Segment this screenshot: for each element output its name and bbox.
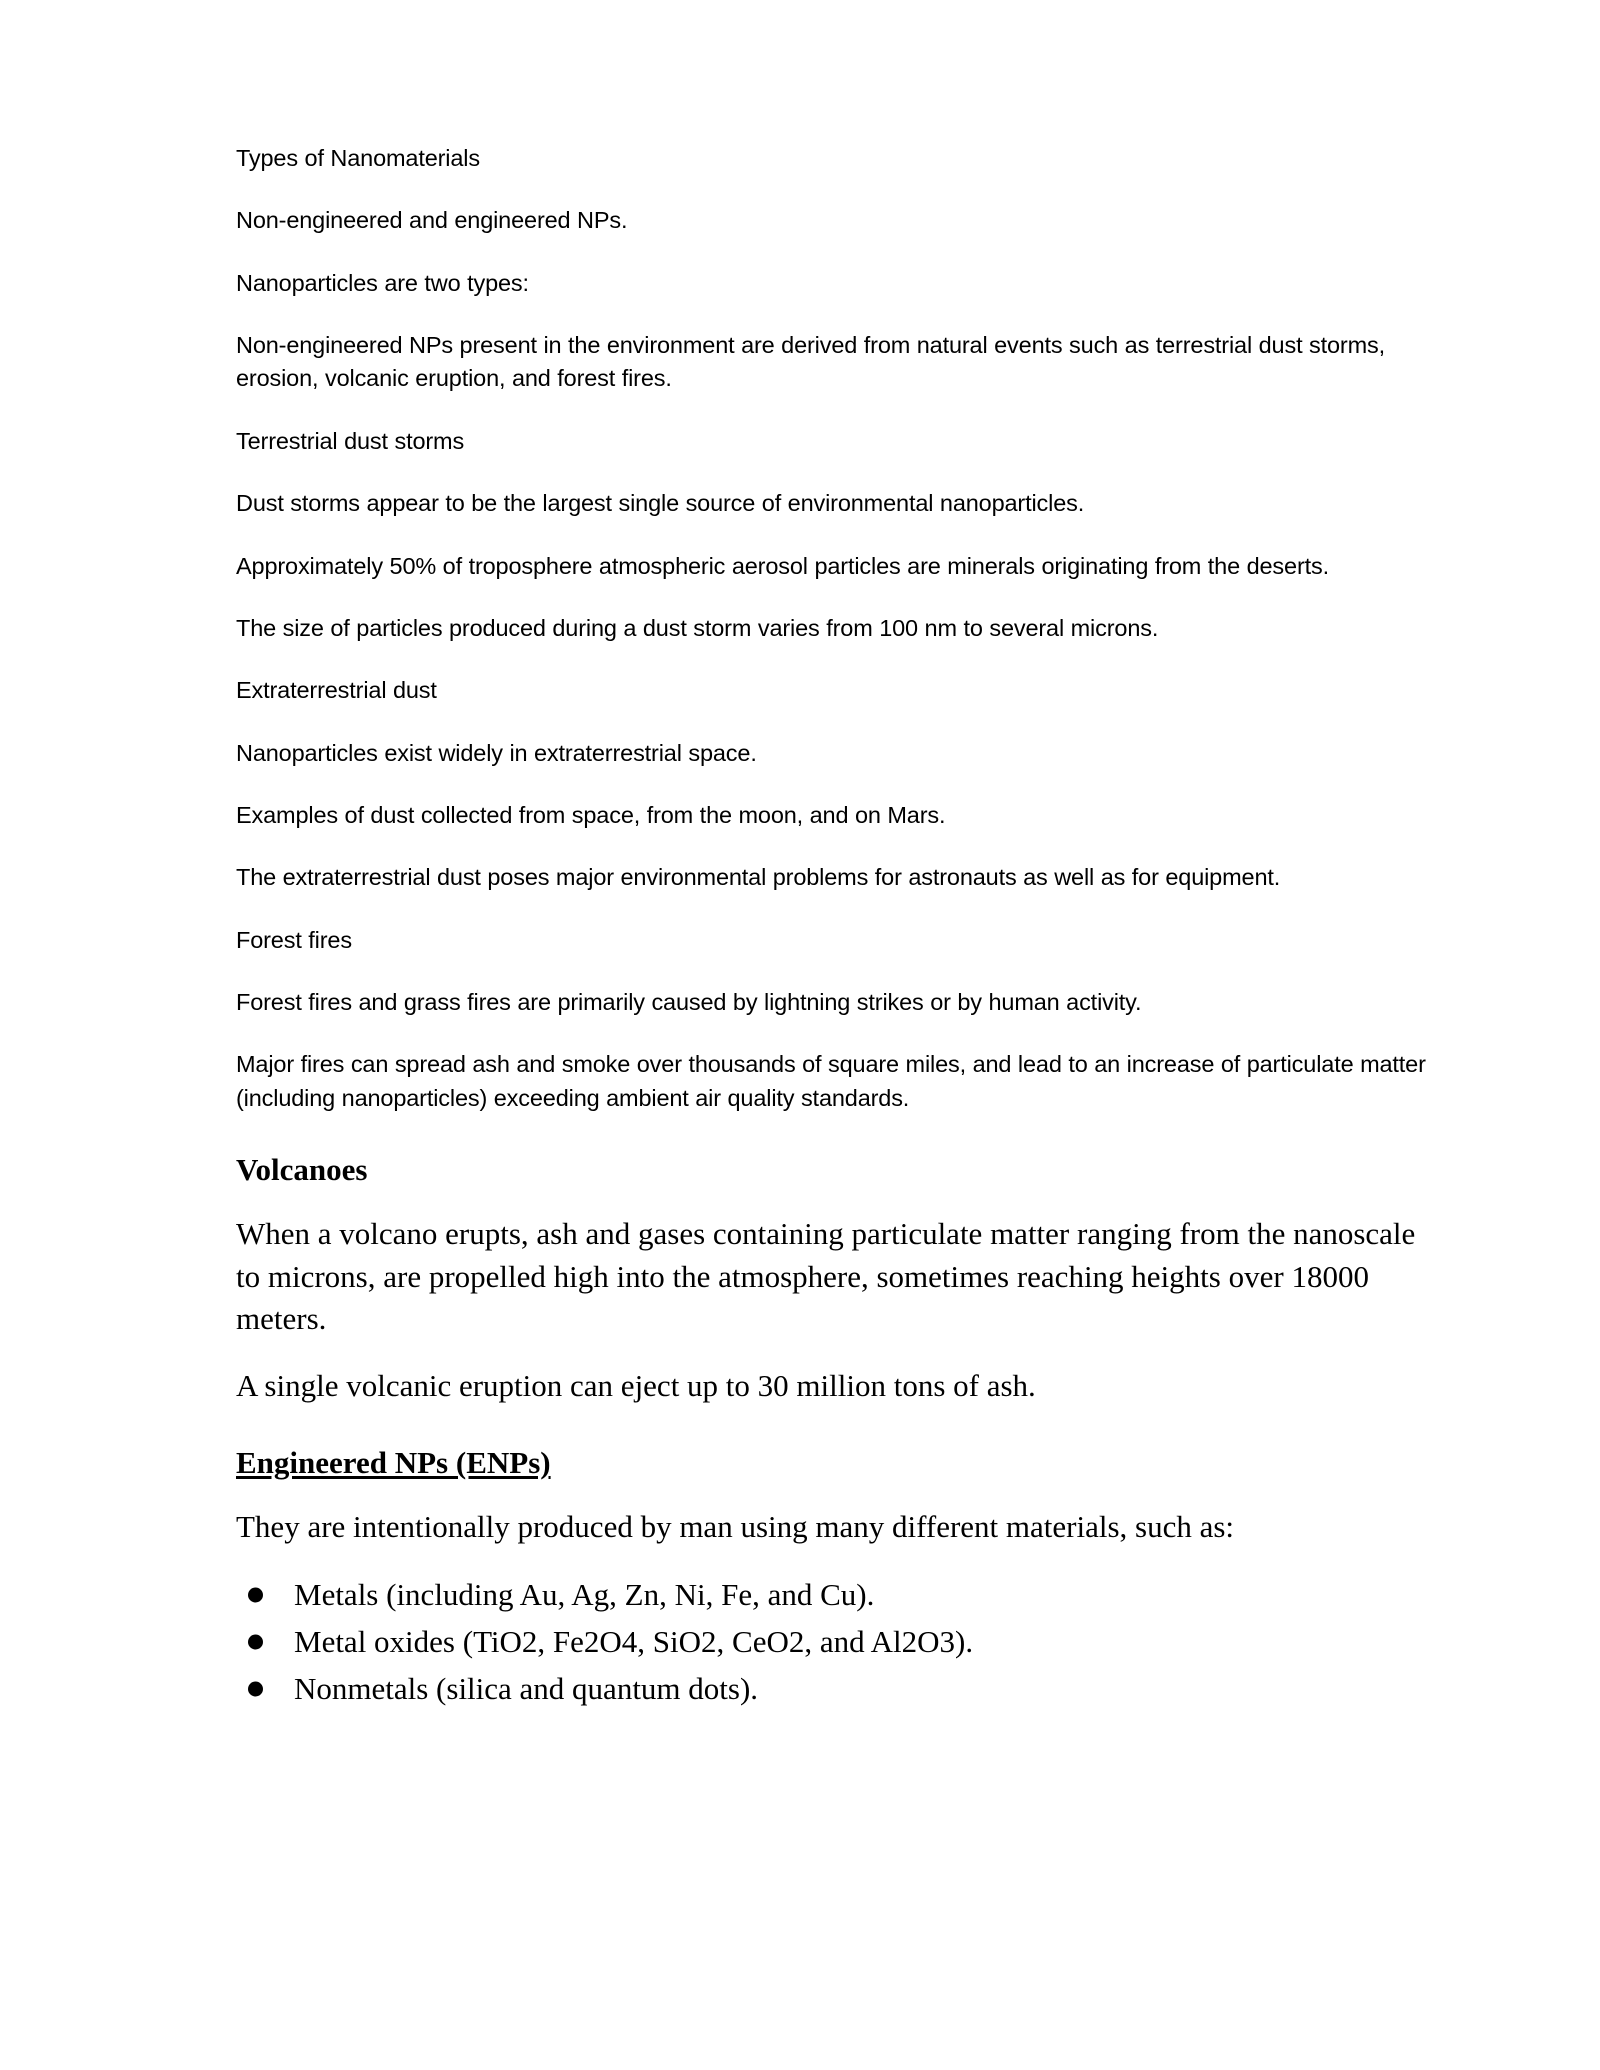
heading-engineered-nps: Engineered NPs (ENPs) (236, 1444, 551, 1480)
paragraph-nanoparticles-two-types: Nanoparticles are two types: (236, 269, 529, 296)
paragraph-nanoparticles-in-space: Nanoparticles exist widely in extraterrestrial space. (236, 739, 757, 766)
list-item-label: Metals (including Au, Ag, Zn, Ni, Fe, and Cu). (294, 1576, 875, 1612)
subheading-terrestrial-dust-storms: Terrestrial dust storms (236, 427, 465, 454)
subheading-extraterrestrial-dust: Extraterrestrial dust (236, 677, 437, 704)
paragraph-dust-storms-largest-source: Dust storms appear to be the largest single source of environmental nanoparticles. (236, 490, 1085, 517)
paragraph-types-of-nanomaterials: Types of Nanomaterials (236, 145, 480, 171)
list-item-label: Metal oxides (TiO2, Fe2O4, SiO2, CeO2, and Al2O3). (294, 1623, 974, 1659)
heading-volcanoes: Volcanoes (236, 1152, 368, 1188)
paragraph-non-engineered-and-engineered: Non-engineered and engineered NPs. (236, 207, 628, 234)
document-body (236, 142, 1446, 1711)
paragraph-volcano-ash-tons: A single volcanic eruption can eject up to 30 million tons of ash. (236, 1368, 1036, 1404)
paragraph-major-fires-ash-smoke: Major fires can spread ash and smoke over thousands of square miles, and lead to an increase of particulate matter (including nanoparticles) exceeding ambient air quality standards. (236, 1051, 1426, 1111)
paragraph-troposphere-aerosol-percentage: Approximately 50% of troposphere atmospheric aerosol particles are minerals originating from the deserts. (236, 552, 1329, 579)
paragraph-forest-fires-causes: Forest fires and grass fires are primarily caused by lightning strikes or by human activity. (236, 989, 1142, 1016)
paragraph-non-engineered-natural-events: Non-engineered NPs present in the environment are derived from natural events such as terrestrial dust storms, erosion, volcanic eruption, and forest fires. (236, 332, 1386, 392)
paragraph-engineered-intro: They are intentionally produced by man using many different materials, such as: (236, 1508, 1235, 1544)
paragraph-volcano-eruption-heights: When a volcano erupts, ash and gases containing particulate matter ranging from the nanoscale to microns, are propelled high into the atmosphere, sometimes reaching heights over 18000 meters. (236, 1215, 1416, 1337)
paragraph-dust-storm-particle-size: The size of particles produced during a dust storm varies from 100 nm to several microns. (236, 614, 1159, 641)
bullet-icon (248, 1634, 263, 1649)
subheading-forest-fires: Forest fires (236, 926, 352, 953)
list-item (236, 1620, 1446, 1664)
list-item-label: Nonmetals (silica and quantum dots). (294, 1670, 759, 1706)
list-item (236, 1667, 1446, 1711)
paragraph-extraterrestrial-dust-problems: The extraterrestrial dust poses major environmental problems for astronauts as well as for equipment. (236, 864, 1281, 891)
paragraph-dust-examples-moon-mars: Examples of dust collected from space, from the moon, and on Mars. (236, 801, 946, 828)
bullet-icon (248, 1681, 263, 1696)
list-item (236, 1573, 1446, 1617)
bullet-icon (248, 1587, 263, 1602)
engineered-materials-list (236, 1573, 1446, 1711)
